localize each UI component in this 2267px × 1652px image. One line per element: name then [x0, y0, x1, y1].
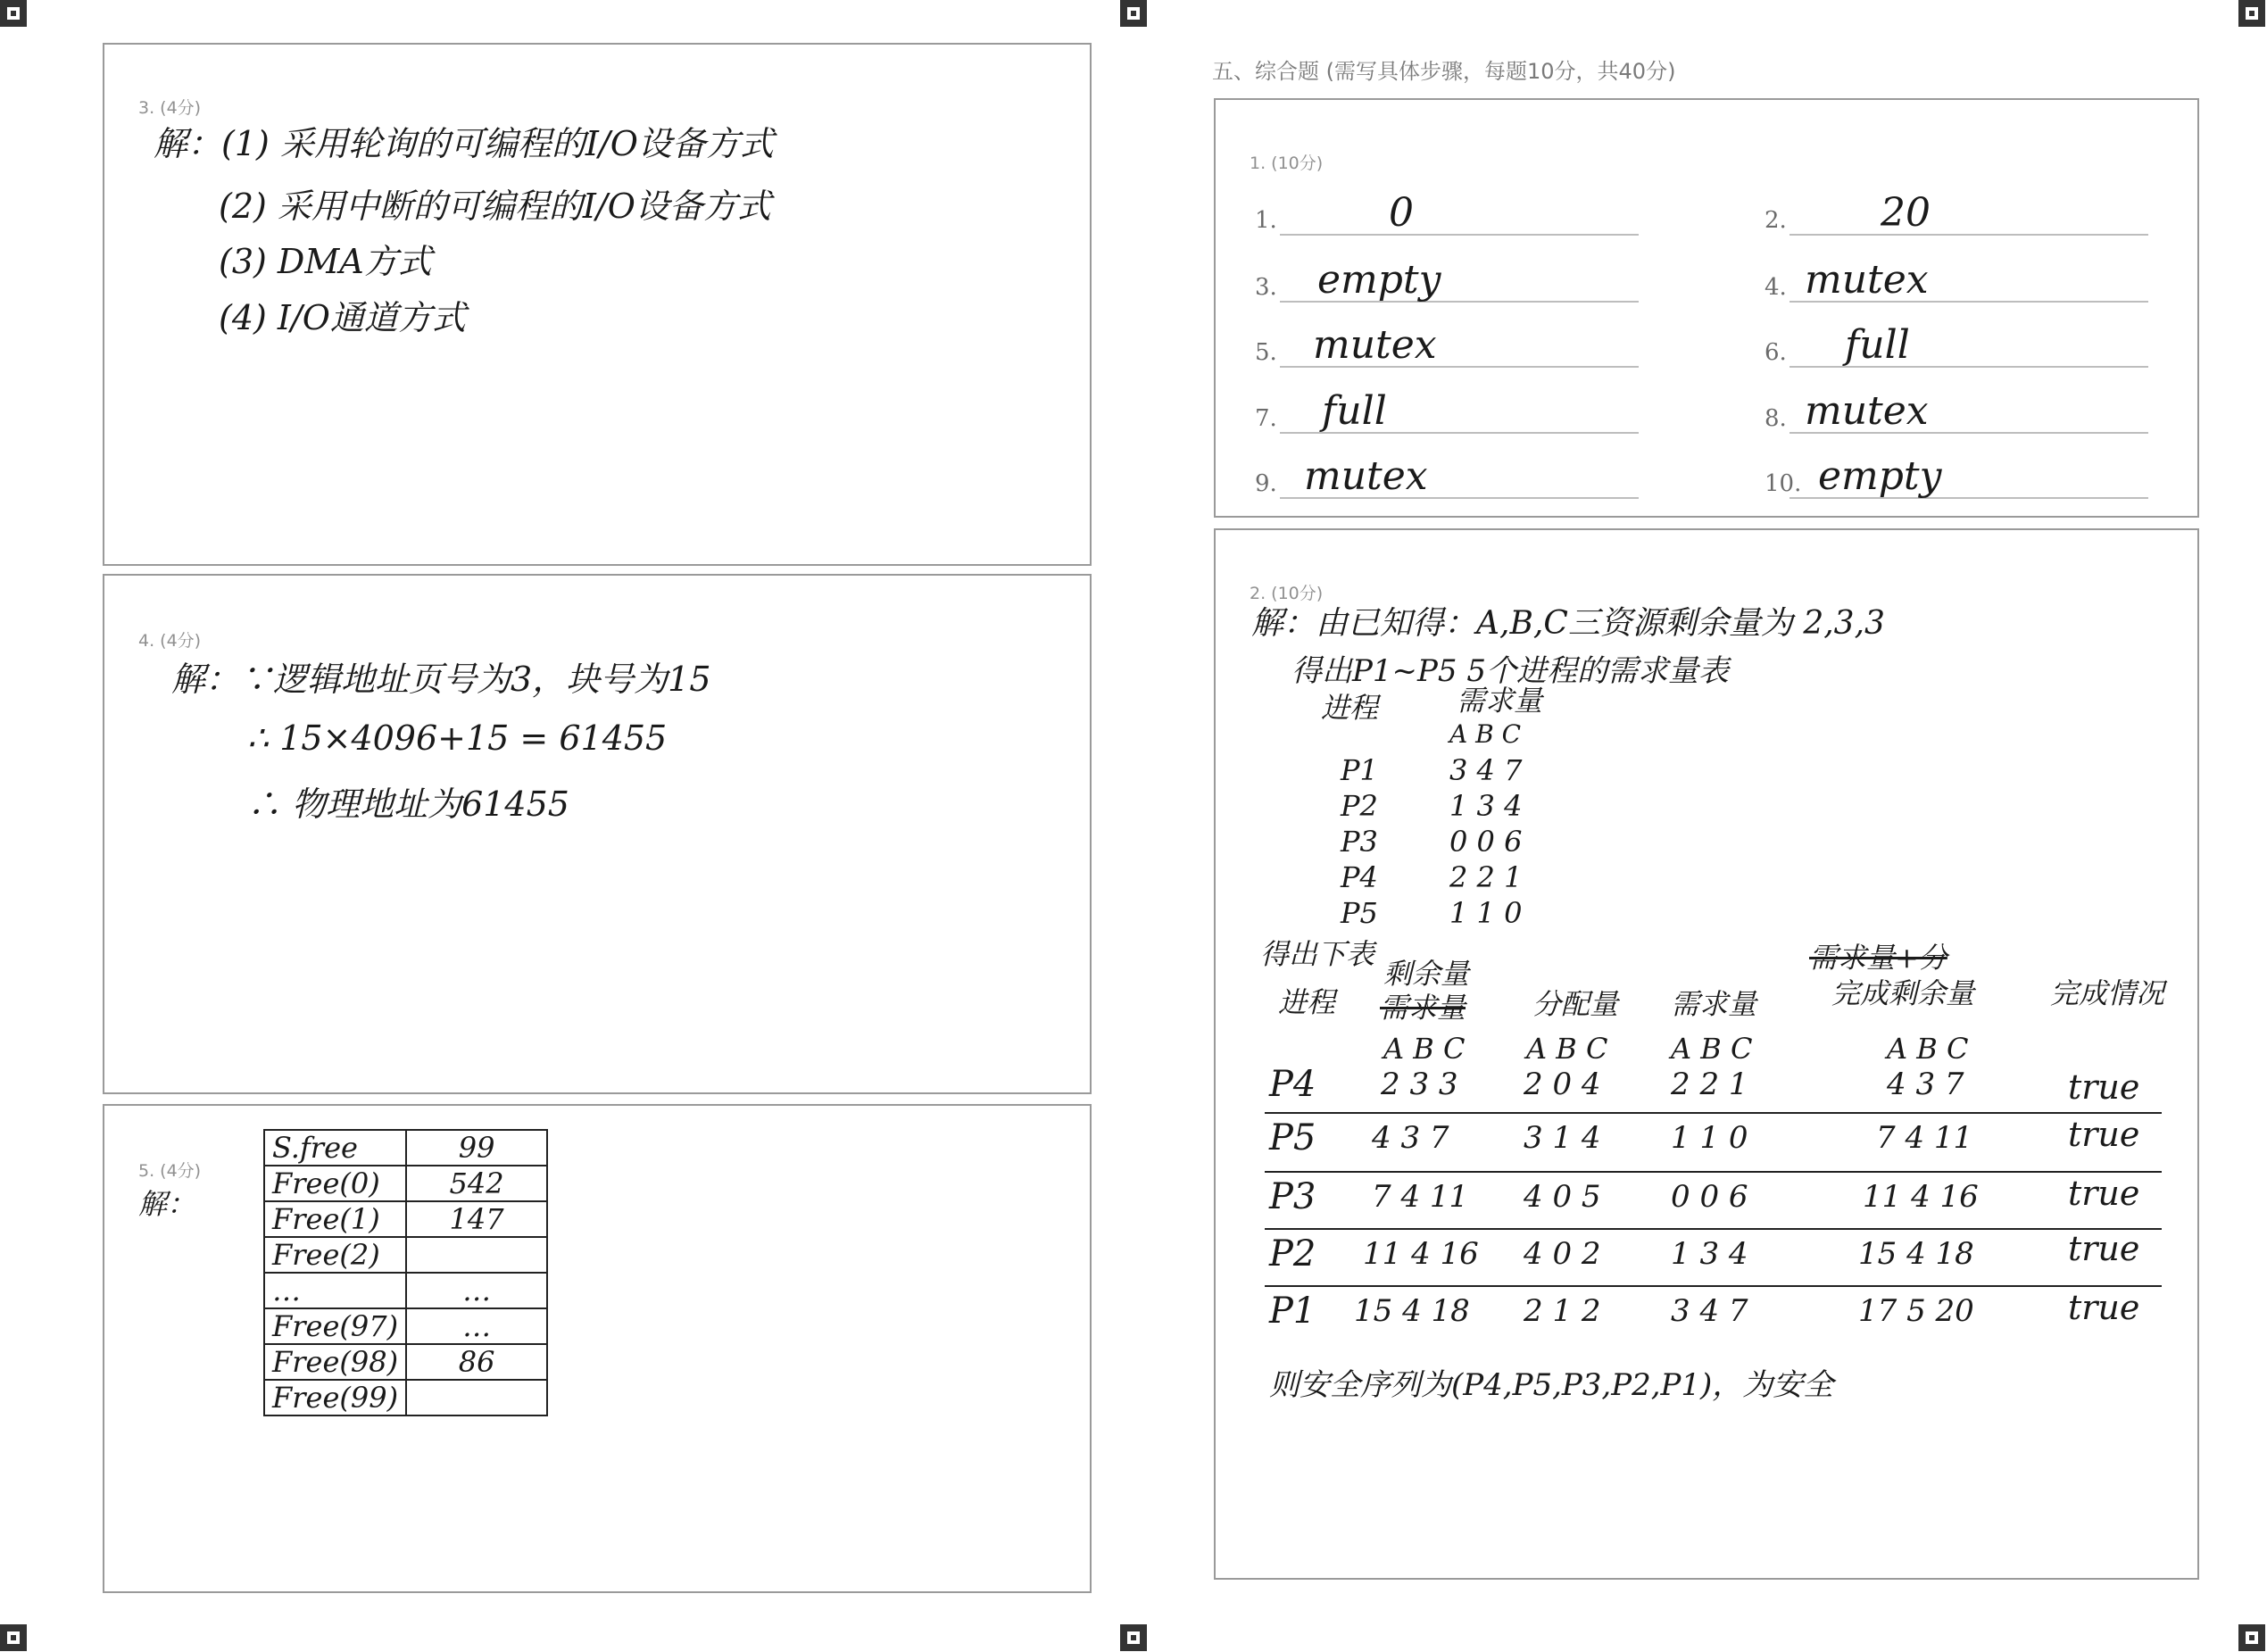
row-alloc: 2 0 4 — [1524, 1067, 1601, 1102]
need-table-abc-header: A B C — [1449, 719, 1522, 749]
stack-cell-name: S.free — [264, 1130, 406, 1166]
corner-marker-bottom-left — [0, 1624, 27, 1651]
big-table-process-header: 进程 — [1278, 985, 1336, 1019]
row-final: 11 4 16 — [1863, 1179, 1979, 1215]
blank-underline — [1790, 234, 2148, 236]
need-row-values: 3 4 7 — [1449, 753, 1523, 787]
corner-marker-top-right — [2238, 0, 2265, 27]
blank-answer: empty — [1317, 257, 1441, 303]
stack-cell-value: … — [406, 1308, 547, 1344]
row-need: 1 3 4 — [1671, 1236, 1748, 1272]
row-final: 4 3 7 — [1887, 1067, 1964, 1102]
big-table-remain-header: 剩余量 — [1383, 957, 1470, 991]
row-divider — [1265, 1112, 2162, 1114]
row-process: P3 — [1269, 1176, 1316, 1217]
answer-box-r-q1 — [1214, 98, 2199, 518]
question-label-r-q1: 1. (10分) — [1250, 154, 1324, 173]
q4-line-2: ∴ 15×4096+15 = 61455 — [247, 718, 668, 758]
blank-number: 2. — [1765, 207, 1787, 234]
blank-answer: full — [1845, 322, 1910, 368]
blank-number: 7. — [1255, 405, 1277, 432]
need-table-need-header: 需求量 — [1457, 684, 1543, 718]
row-process: P5 — [1269, 1117, 1316, 1158]
abc-header-alloc: A B C — [1526, 1032, 1608, 1066]
q3-line-4: (4) I/O通道方式 — [219, 298, 466, 337]
blank-number: 4. — [1765, 274, 1787, 301]
corner-marker-bottom-right — [2238, 1624, 2265, 1651]
row-final: 15 4 18 — [1858, 1236, 1974, 1272]
blank-6 — [1765, 321, 2148, 371]
blank-4 — [1765, 256, 2148, 306]
abc-header-remain: A B C — [1383, 1032, 1466, 1066]
row-need: 2 2 1 — [1671, 1067, 1748, 1102]
need-row-process: P2 — [1341, 789, 1378, 823]
blank-number: 1. — [1255, 207, 1277, 234]
blank-2 — [1765, 189, 2148, 239]
row-remain: 15 4 18 — [1354, 1293, 1470, 1329]
answer-box-q5 — [103, 1104, 1092, 1593]
stack-cell-name: Free(0) — [264, 1166, 406, 1201]
need-row-process: P3 — [1341, 825, 1378, 859]
row-alloc: 3 1 4 — [1524, 1120, 1601, 1156]
blank-3 — [1255, 256, 1639, 306]
q2-intro-1: 解：由已知得：A,B,C三资源剩余量为 2,3,3 — [1251, 605, 1885, 642]
row-need: 0 0 6 — [1671, 1179, 1748, 1215]
stack-cell-value — [406, 1237, 547, 1273]
blank-number: 9. — [1255, 470, 1277, 497]
need-row-values: 2 2 1 — [1449, 860, 1523, 894]
blank-answer: full — [1322, 388, 1387, 434]
need-row-process: P5 — [1341, 896, 1378, 930]
stack-cell-value: 99 — [406, 1130, 547, 1166]
row-remain: 7 4 11 — [1372, 1179, 1469, 1215]
row-alloc: 4 0 5 — [1524, 1179, 1601, 1215]
blank-number: 3. — [1255, 274, 1277, 301]
abc-header-final: A B C — [1887, 1032, 1969, 1066]
row-remain: 2 3 3 — [1381, 1067, 1458, 1102]
corner-marker-top-center — [1120, 0, 1147, 27]
need-table-process-header: 进程 — [1321, 691, 1379, 725]
need-row-process: P1 — [1341, 753, 1378, 787]
table-row — [264, 1380, 547, 1415]
stack-cell-name: … — [264, 1273, 406, 1308]
blank-answer: mutex — [1313, 322, 1437, 368]
stack-cell-name: Free(1) — [264, 1201, 406, 1237]
table-row — [264, 1130, 547, 1166]
stack-cell-name: Free(2) — [264, 1237, 406, 1273]
blank-1 — [1255, 189, 1639, 239]
table-row — [264, 1308, 547, 1344]
question-label-r-q2: 2. (10分) — [1250, 584, 1324, 603]
row-done: true — [2068, 1115, 2140, 1154]
answer-box-r-q2 — [1214, 528, 2199, 1580]
big-table-need-header: 需求量 — [1671, 987, 1757, 1021]
corner-marker-top-left — [0, 0, 27, 27]
big-table-done-header: 完成情况 — [2050, 976, 2165, 1010]
row-done: true — [2068, 1067, 2140, 1107]
stack-cell-value — [406, 1380, 547, 1415]
question-label-q4: 4. (4分) — [138, 631, 202, 651]
q4-line-3: ∴ 物理地址为61455 — [247, 784, 569, 824]
answer-box-q3 — [103, 43, 1092, 566]
row-alloc: 2 1 2 — [1524, 1293, 1601, 1329]
stack-cell-value: … — [406, 1273, 547, 1308]
blank-number: 8. — [1765, 405, 1787, 432]
stack-cell-name: Free(99) — [264, 1380, 406, 1415]
blank-answer: mutex — [1805, 388, 1929, 434]
table-row — [264, 1201, 547, 1237]
table-row — [264, 1273, 547, 1308]
q3-line-3: (3) DMA方式 — [219, 242, 432, 281]
row-final: 7 4 11 — [1876, 1120, 1973, 1156]
row-done: true — [2068, 1174, 2140, 1213]
big-table-final-header: 完成剩余量 — [1831, 976, 1975, 1010]
need-row-values: 1 3 4 — [1449, 789, 1523, 823]
row-need: 1 1 0 — [1671, 1120, 1748, 1156]
blank-7 — [1255, 387, 1639, 437]
q3-line-1: 解：(1) 采用轮询的可编程的I/O设备方式 — [154, 124, 774, 163]
big-table-final-struck-header: 需求量+分 — [1809, 941, 1947, 975]
blank-number: 6. — [1765, 339, 1787, 366]
q2-intro-3: 得出下表 — [1260, 937, 1375, 971]
row-remain: 4 3 7 — [1372, 1120, 1449, 1156]
blank-answer: 0 — [1389, 190, 1414, 236]
question-label-q5: 5. (4分) — [138, 1161, 202, 1181]
row-done: true — [2068, 1229, 2140, 1268]
blank-underline — [1790, 366, 2148, 368]
blank-answer: empty — [1818, 453, 1942, 499]
row-alloc: 4 0 2 — [1524, 1236, 1601, 1272]
blank-underline — [1280, 234, 1639, 236]
row-done: true — [2068, 1288, 2140, 1327]
abc-header-need: A B C — [1671, 1032, 1753, 1066]
row-divider — [1265, 1285, 2162, 1287]
row-process: P1 — [1269, 1291, 1316, 1332]
blank-number: 10. — [1765, 470, 1802, 497]
answer-box-q4 — [103, 574, 1092, 1094]
need-row-values: 0 0 6 — [1449, 825, 1523, 859]
blank-5 — [1255, 321, 1639, 371]
row-remain: 11 4 16 — [1363, 1236, 1479, 1272]
blank-answer: 20 — [1881, 190, 1931, 236]
q2-intro-2: 得出P1~P5 5个进程的需求量表 — [1291, 653, 1729, 689]
stack-cell-value: 86 — [406, 1344, 547, 1380]
row-process: P2 — [1269, 1233, 1316, 1274]
blank-10 — [1765, 452, 2148, 502]
stack-cell-name: Free(98) — [264, 1344, 406, 1380]
blank-answer: mutex — [1805, 257, 1929, 303]
big-table-remain-struck-header: 需求量 — [1380, 991, 1466, 1025]
need-row-process: P4 — [1341, 860, 1378, 894]
corner-marker-bottom-center — [1120, 1624, 1147, 1651]
blank-8 — [1765, 387, 2148, 437]
blank-number: 5. — [1255, 339, 1277, 366]
table-row — [264, 1237, 547, 1273]
section-title: 五、综合题 (需写具体步骤，每题10分，共40分) — [1212, 59, 1676, 84]
q4-line-1: 解：∵逻辑地址页号为3，块号为15 — [171, 660, 711, 699]
big-table-alloc-header: 分配量 — [1532, 987, 1619, 1021]
row-divider — [1265, 1228, 2162, 1230]
row-process: P4 — [1269, 1064, 1316, 1105]
table-row — [264, 1344, 547, 1380]
stack-cell-name: Free(97) — [264, 1308, 406, 1344]
question-label-q3: 3. (4分) — [138, 98, 202, 118]
blank-answer: mutex — [1304, 453, 1428, 499]
stack-cell-value: 542 — [406, 1166, 547, 1201]
blank-9 — [1255, 452, 1639, 502]
q3-line-2: (2) 采用中断的可编程的I/O设备方式 — [219, 187, 771, 226]
q2-conclusion: 则安全序列为(P4,P5,P3,P2,P1)，为安全 — [1269, 1367, 1834, 1403]
need-row-values: 1 1 0 — [1449, 896, 1523, 930]
free-block-stack-table — [263, 1129, 548, 1416]
table-row — [264, 1166, 547, 1201]
row-final: 17 5 20 — [1858, 1293, 1974, 1329]
row-need: 3 4 7 — [1671, 1293, 1748, 1329]
q5-prefix: 解： — [138, 1187, 196, 1221]
row-divider — [1265, 1171, 2162, 1173]
stack-cell-value: 147 — [406, 1201, 547, 1237]
